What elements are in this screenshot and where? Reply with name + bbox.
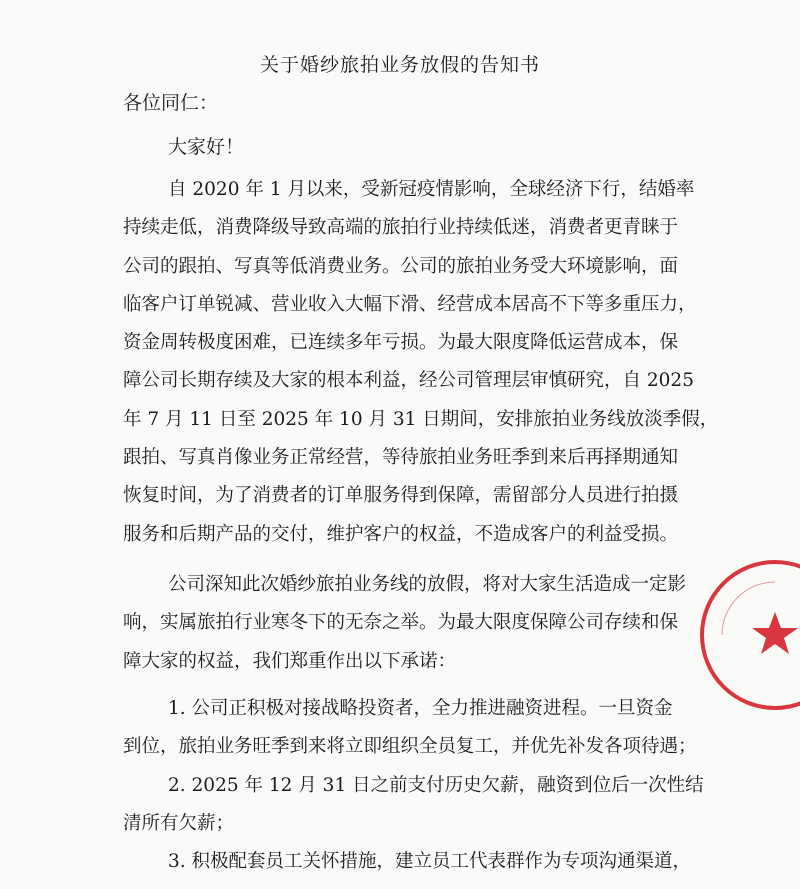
promise-line: 1. 公司正积极对接战略投资者，全力推进融资进程。一旦资金 [168, 698, 673, 719]
paragraph-line: 公司的跟拍、写真等低消费业务。公司的旅拍业务受大环境影响，面 [123, 255, 679, 277]
paragraph-line: 年 7 月 11 日至 2025 年 10 月 31 日期间，安排旅拍业务线放淡季假， [123, 408, 719, 430]
paragraph-line: 临客户订单锐减、营业收入大幅下滑、经营成本居高不下等多重压力， [123, 293, 697, 315]
star-icon [700, 560, 800, 710]
promises-list [123, 690, 704, 881]
promise-line: 清所有欠薪； [123, 812, 235, 834]
document-title: 关于婚纱旅拍业务放假的告知书 [259, 54, 540, 76]
paragraph-line: 障公司长期存续及大家的根本利益，经公司管理层审慎研究，自 2025 [123, 370, 694, 392]
promise-line: 到位，旅拍业务旺季到来将立即组织全员复工，并优先补发各项待遇； [123, 736, 697, 758]
paragraph-commitment-intro [123, 566, 689, 681]
paragraph-line: 公司深知此次婚纱旅拍业务线的放假，将对大家生活造成一定影 [168, 574, 687, 595]
promise-line: 2. 2025 年 12 月 31 日之前支付历史欠薪，融资到位后一次性结 [168, 774, 704, 796]
paragraph-line: 恢复时间，为了消费者的订单服务得到保障，需留部分人员进行拍摄 [123, 485, 679, 507]
paragraph-line: 自 2020 年 1 月以来，受新冠疫情影响，全球经济下行，结婚率 [168, 179, 695, 200]
paragraph-line: 障大家的权益，我们郑重作出以下承诺： [123, 650, 457, 672]
paragraph-background [123, 171, 719, 554]
paragraph-line: 资金周转极度困难，已连续多年亏损。为最大限度降低运营成本，保 [123, 332, 679, 354]
greeting: 大家好！ [168, 136, 245, 158]
paragraph-line: 持续走低，消费降级导致高端的旅拍行业持续低迷，消费者更青睐于 [123, 217, 679, 239]
paragraph-line: 跟拍、写真肖像业务正常经营，等待旅拍业务旺季到来后再择期通知 [123, 447, 679, 469]
promise-line: 3. 积极配套员工关怀措施，建立员工代表群作为专项沟通渠道， [168, 851, 692, 873]
salutation: 各位同仁： [123, 92, 219, 114]
paragraph-line: 响，实属旅拍行业寒冬下的无奈之举。为最大限度保障公司存续和保 [123, 612, 679, 634]
paragraph-line: 服务和后期产品的交付，维护客户的权益，不造成客户的利益受损。 [123, 523, 679, 545]
company-seal [700, 560, 800, 710]
